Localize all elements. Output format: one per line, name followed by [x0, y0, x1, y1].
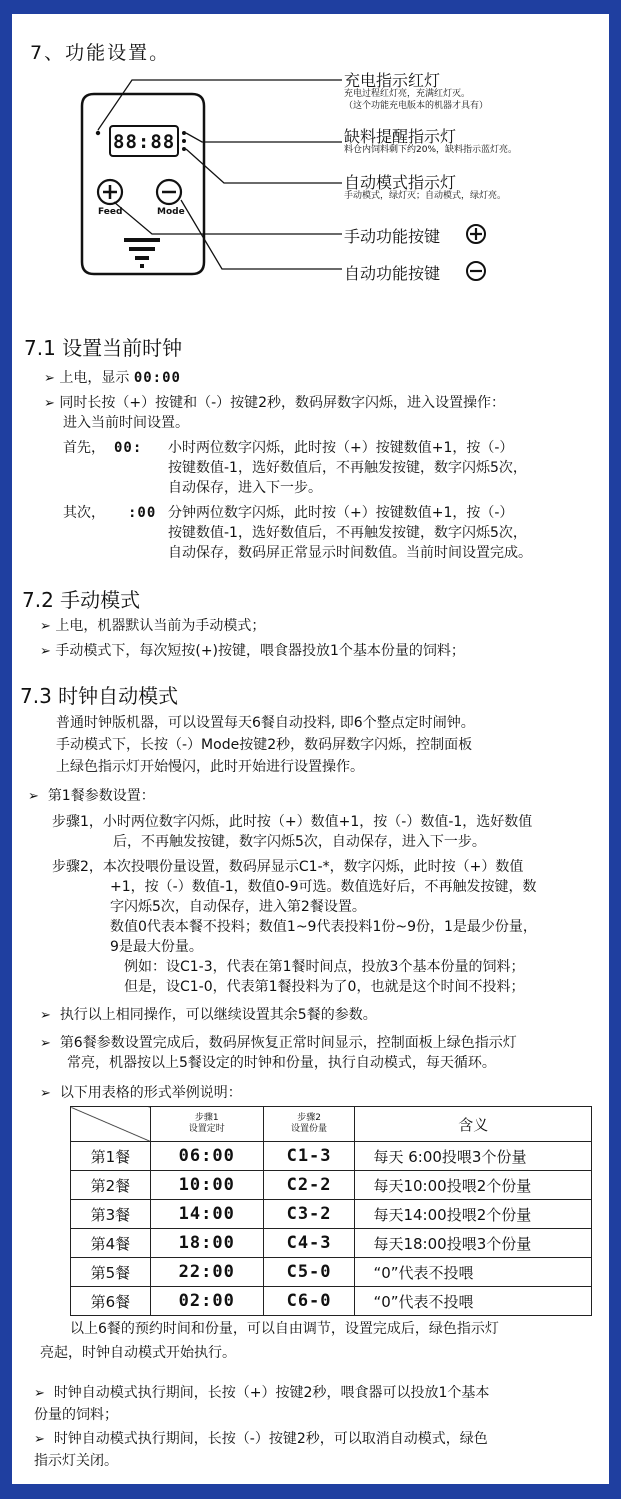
s73-s2-l5: 9是最大份量。: [110, 939, 203, 955]
section-73-title: 7.3 时钟自动模式: [20, 684, 179, 708]
table-corner-cell: [71, 1107, 151, 1142]
table-row: 第3餐 14:00 C3-2 每天14:00投喂2个份量: [71, 1200, 592, 1229]
bullet-icon: ➢: [44, 396, 55, 411]
charge-led: [96, 131, 100, 135]
feed-label: Feed: [98, 207, 123, 217]
s73-f1-l1: 时钟自动模式执行期间，长按（+）按键2秒，喂食器可以投放1个基本: [53, 1385, 490, 1401]
s71-b2-l2: 进入当前时间设置。: [63, 415, 189, 431]
bullet-icon: ➢: [34, 1432, 45, 1447]
table-row: 第4餐 18:00 C4-3 每天18:00投喂3个份量: [71, 1229, 592, 1258]
s71-second-l2: 按键数值-1，选好数值后，不再触发按键，数字闪烁5次，: [168, 525, 527, 541]
s71-first-seg: 00:: [114, 440, 143, 456]
s73-s1-l2: 后，不再触发按键，数字闪烁5次，自动保存，进入下一步。: [113, 834, 486, 850]
s73-f1-l2: 份量的饲料；: [34, 1407, 118, 1423]
bullet-icon: ➢: [34, 1386, 45, 1401]
bullet-icon: ➢: [28, 789, 39, 804]
bullet-icon: ➢: [40, 1036, 51, 1051]
s73-s2-l1: 步骤2，本次投喂份量设置，数码屏显示C1-*，数字闪烁，此时按（+）数值: [52, 859, 524, 875]
low-food-led-2: [182, 139, 186, 143]
low-food-led: [182, 131, 186, 135]
charge-led-title: 充电指示红灯: [344, 71, 441, 90]
s71-first-l1: 小时两位数字闪烁，此时按（+）按键数值+1，按（-）: [168, 440, 514, 456]
s71-second-label: 其次，: [63, 505, 105, 521]
bullet-icon: ➢: [40, 1086, 51, 1101]
s73-f2-l1: 时钟自动模式执行期间，长按（-）按键2秒，可以取消自动模式，绿色: [53, 1431, 488, 1447]
s73-s2-l2: +1，按（-）数值-1，数值0-9可选。数值选好后，不再触发按键，数: [110, 879, 537, 895]
header-meaning: 含义: [355, 1107, 592, 1142]
s73-table-intro: 以下用表格的形式举例说明：: [59, 1085, 242, 1101]
charge-led-note: （这个功能充电版本的机器才具有）: [344, 101, 489, 111]
bullet-icon: ➢: [40, 619, 51, 634]
table-header-row: [71, 1107, 592, 1142]
s73-s2-l7: 但是，设C1-0，代表第1餐投料为了0，也就是这个时间不投料；: [124, 979, 525, 995]
s73-s1-l1: 步骤1，小时两位数字闪烁，此时按（+）数值+1，按（-）数值-1，选好数值: [52, 814, 533, 830]
bullet-icon: ➢: [44, 371, 55, 386]
s71-second-seg: :00: [128, 505, 157, 521]
s73-f2-l2: 指示灯关闭。: [34, 1453, 118, 1469]
manual-key-title: 手动功能按键: [344, 227, 441, 246]
s71-b1: 上电，显示: [59, 370, 130, 386]
low-food-led-desc: 料仓内饲料剩下约20%，缺料指示蓝灯亮。: [344, 145, 518, 155]
s71-first-label: 首先，: [63, 440, 105, 456]
s71-b1-seg: 00:00: [133, 370, 181, 386]
s73-done-l2: 常亮，机器按以上5餐设定的时钟和份量，执行自动模式，每天循环。: [67, 1055, 496, 1071]
auto-led-title: 自动模式指示灯: [344, 173, 457, 192]
auto-key-title: 自动功能按键: [344, 264, 441, 283]
header-step2: 步骤2 设置份量: [263, 1107, 355, 1142]
section-71-title: 7.1 设置当前时钟: [24, 336, 183, 360]
header-step1: 步骤1 设置定时: [150, 1107, 263, 1142]
bullet-icon: ➢: [40, 644, 51, 659]
s73-s2-l4: 数值0代表本餐不投料；数值1~9代表投料1份~9份，1是最少份量，: [110, 919, 537, 935]
device-display: 88:88: [113, 131, 176, 153]
charge-led-desc: 充电过程红灯亮，充满红灯灭。: [344, 89, 471, 99]
section-7-title: 7、功能设置。: [30, 42, 171, 64]
section-72-title: 7.2 手动模式: [22, 588, 141, 612]
s72-b1: 上电，机器默认当前为手动模式；: [55, 618, 266, 634]
s73-s2-l6: 例如：设C1-3，代表在第1餐时间点，投放3个基本份量的饲料；: [124, 959, 525, 975]
s73-p1: 普通时钟版机器，可以设置每天6餐自动投料, 即6个整点定时闹钟。: [56, 715, 475, 731]
s73-repeat: 执行以上相同操作，可以继续设置其余5餐的参数。: [59, 1007, 377, 1023]
table-row: 第1餐 06:00 C1-3 每天 6:00投喂3个份量: [71, 1142, 592, 1171]
s71-second-l3: 自动保存，数码屏正常显示时间数值。当前时间设置完成。: [168, 545, 532, 561]
s73-meal1: 第1餐参数设置：: [47, 788, 155, 804]
manual-page: [12, 14, 609, 1484]
s71-first-l3: 自动保存，进入下一步。: [168, 480, 322, 496]
schedule-table: [70, 1106, 592, 1316]
bullet-icon: ➢: [40, 1008, 51, 1023]
low-food-led-title: 缺料提醒指示灯: [344, 127, 457, 146]
s73-done-l1: 第6餐参数设置完成后，数码屏恢复正常时间显示，控制面板上绿色指示灯: [59, 1035, 517, 1051]
s71-b2-l1: 同时长按（+）按键和（-）按键2秒，数码屏数字闪烁，进入设置操作：: [59, 395, 506, 411]
auto-led: [182, 147, 186, 151]
s73-s2-l3: 字闪烁5次，自动保存，进入第2餐设置。: [110, 899, 366, 915]
s71-second-l1: 分钟两位数字闪烁，此时按（+）按键数值+1，按（-）: [168, 505, 514, 521]
s73-after-l1: 以上6餐的预约时间和份量，可以自由调节，设置完成后，绿色指示灯: [70, 1321, 499, 1337]
s73-after-l2: 亮起，时钟自动模式开始执行。: [40, 1345, 236, 1361]
table-row: 第6餐 02:00 C6-0 “0”代表不投喂: [71, 1287, 592, 1316]
s72-b2: 手动模式下，每次短按(+)按键，喂食器投放1个基本份量的饲料；: [55, 643, 465, 659]
s73-p2: 手动模式下，长按（-）Mode按键2秒，数码屏数字闪烁，控制面板: [56, 737, 473, 753]
device-diagram: [12, 14, 609, 314]
mode-label: Mode: [157, 207, 185, 217]
feeder-vent-icon: [124, 240, 160, 266]
s71-first-l2: 按键数值-1，选好数值后，不再触发按键，数字闪烁5次，: [168, 460, 527, 476]
table-row: 第2餐 10:00 C2-2 每天10:00投喂2个份量: [71, 1171, 592, 1200]
table-row: 第5餐 22:00 C5-0 “0”代表不投喂: [71, 1258, 592, 1287]
auto-led-desc: 手动模式，绿灯灭；自动模式，绿灯亮。: [344, 191, 507, 201]
s73-p3: 上绿色指示灯开始慢闪，此时开始进行设置操作。: [56, 759, 364, 775]
